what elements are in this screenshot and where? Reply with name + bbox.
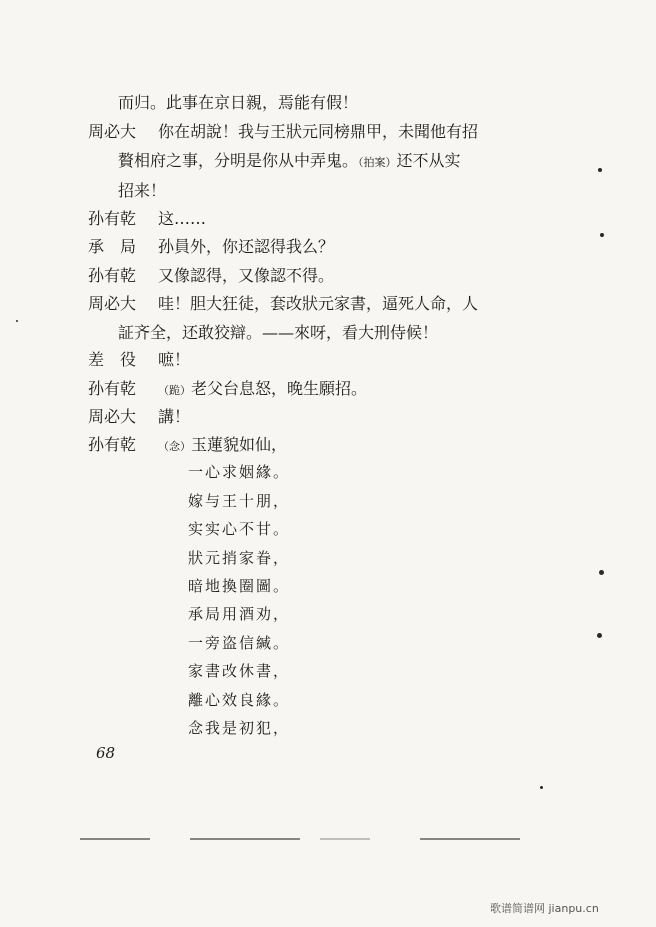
dialogue-line: 又像認得，又像認不得。 [158, 266, 335, 285]
dialogue-text: 老父台息怒，晚生願招。 [191, 379, 368, 398]
dialogue-line: 嗻！ [158, 350, 191, 369]
verse-line: 一旁盗信緘。 [188, 634, 291, 652]
dialogue-line: 孙員外，你还認得我么？ [158, 237, 335, 256]
dialogue-line: 哇！胆大狂徒，套改狀元家書，逼死人命，人 [158, 294, 479, 313]
verse-line: 一心求姻緣。 [188, 463, 291, 481]
scan-speck [600, 233, 604, 237]
page-number: 68 [96, 744, 116, 762]
stage-direction: （念） [158, 440, 191, 453]
verse-line: 暗地換圈圖。 [188, 577, 291, 595]
verse-line: 念我是初犯， [188, 719, 291, 737]
speaker-label: 周必大 [88, 407, 137, 426]
dialogue-line [158, 434, 287, 458]
scan-speck [598, 168, 602, 172]
speaker-label: 承 局 [88, 237, 137, 256]
scan-speck [599, 570, 604, 575]
verse-line: 承局用酒劝， [188, 605, 291, 623]
scan-speck [540, 786, 543, 789]
speaker-label: 差 役 [88, 350, 137, 369]
scan-line-artifact [190, 838, 300, 840]
verse-line: 嫁与王十朋， [188, 492, 291, 510]
dialogue-line: 講！ [158, 407, 191, 426]
dialogue-line: 招来！ [118, 181, 167, 200]
scan-speck [597, 633, 602, 638]
dialogue-line [118, 150, 461, 174]
dialogue-text: 贅相府之事，分明是你从中弄鬼。 [118, 151, 359, 170]
verse-line: 实实心不甘。 [188, 520, 291, 538]
dialogue-line: 証齐全，还敢狡辯。——來呀，看大刑侍候！ [118, 323, 439, 342]
dialogue-text: 还不从实 [396, 151, 461, 170]
speaker-label: 孙有乾 [88, 266, 137, 285]
speaker-label: 周必大 [88, 294, 137, 313]
stage-direction: （拍案） [358, 156, 397, 169]
dialogue-line [158, 378, 367, 402]
scan-line-artifact [420, 838, 520, 840]
dialogue-line: 你在胡說！我与王狀元同榜鼎甲，未聞他有招 [158, 122, 479, 141]
scan-speck [16, 320, 18, 322]
verse-line: 家書改休書， [188, 662, 291, 680]
verse-line: 離心效良緣。 [188, 691, 291, 709]
verse-line: 狀元捎家眷， [188, 549, 291, 567]
scan-line-artifact [80, 838, 150, 840]
dialogue-text: 玉蓮貌如仙， [191, 435, 288, 454]
scan-line-artifact [320, 838, 370, 840]
watermark: 歌谱简谱网 jianpu.cn [490, 902, 599, 915]
speaker-label: 孙有乾 [88, 379, 137, 398]
speaker-label: 孙有乾 [88, 435, 137, 454]
speaker-label: 周必大 [88, 122, 137, 141]
stage-direction: （跪） [158, 384, 191, 397]
speaker-label: 孙有乾 [88, 209, 137, 228]
dialogue-line: 而归。此事在京日親，焉能有假！ [118, 93, 359, 112]
dialogue-line: 这…… [158, 209, 207, 228]
